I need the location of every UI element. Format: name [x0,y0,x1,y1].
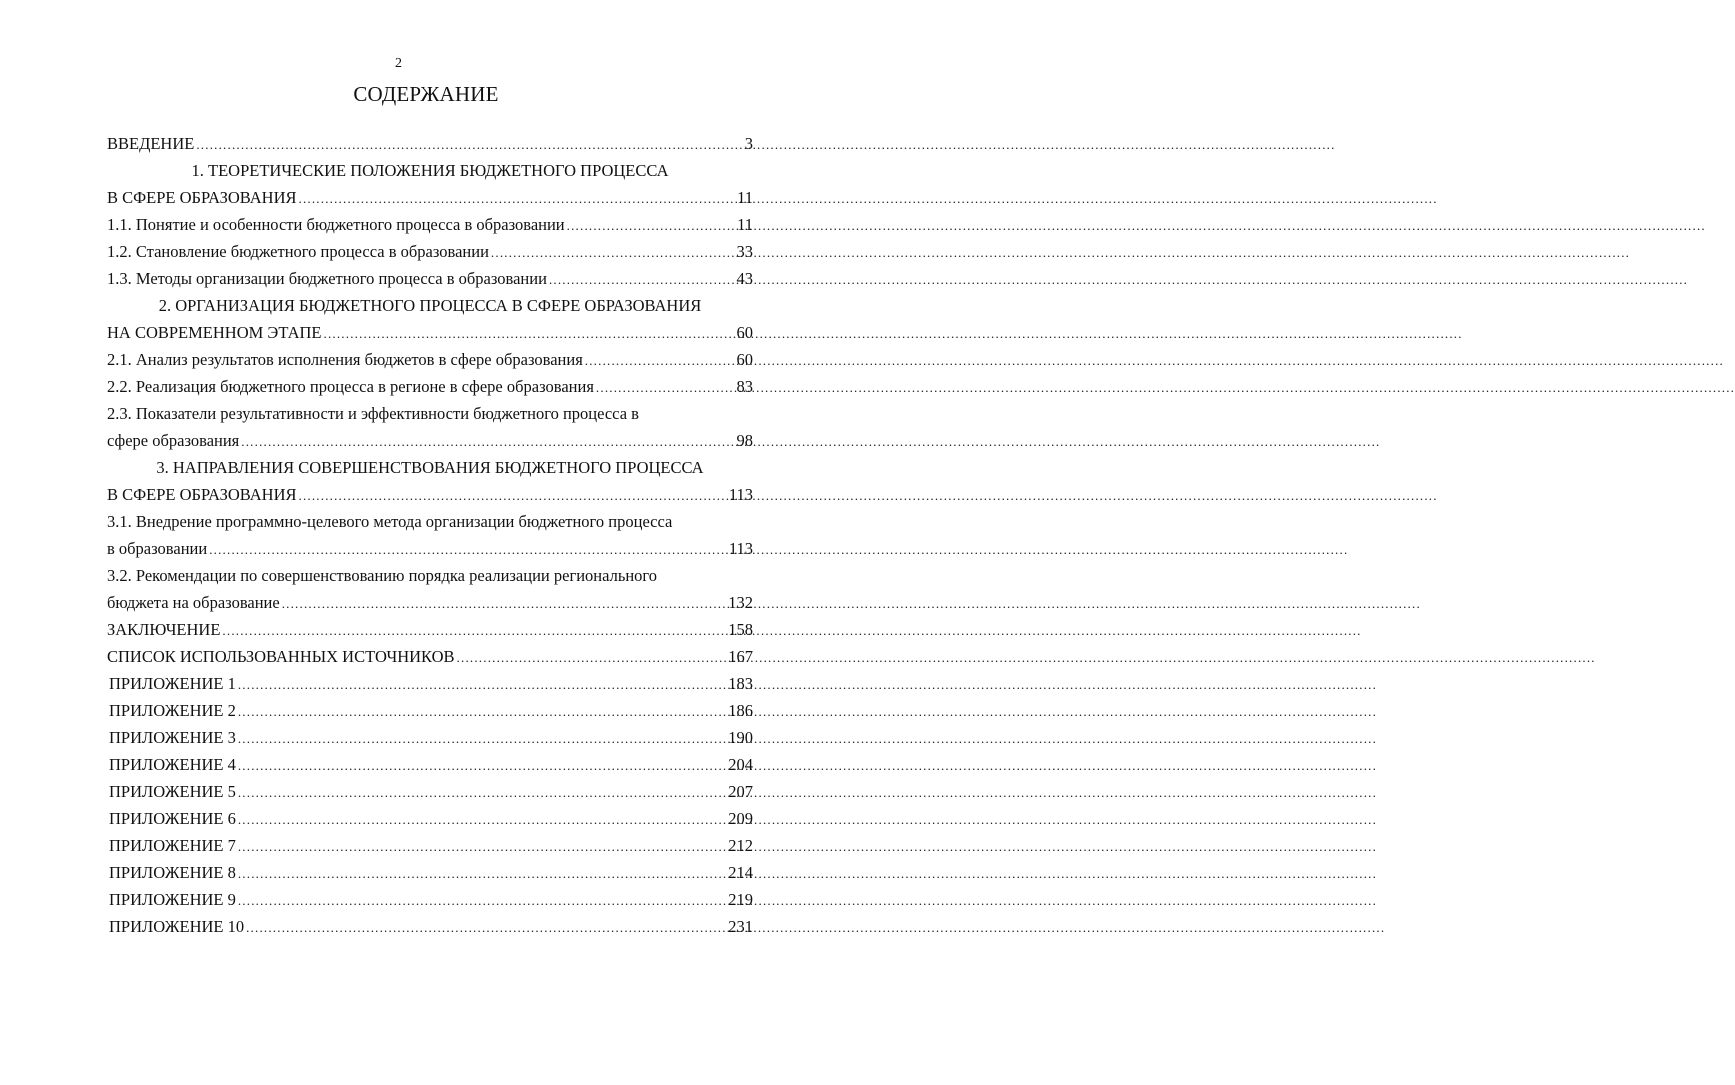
dot-leader [282,590,727,617]
toc-entry-page: 11 [737,215,753,234]
toc-entry-appendix[interactable] [107,697,753,724]
dot-leader [596,374,735,401]
toc-entry-page: 190 [728,728,753,747]
toc-entry-1-2[interactable] [107,238,753,265]
table-of-contents [107,130,753,940]
toc-entry-page: 43 [736,269,753,288]
toc-entry-1-1[interactable] [107,211,753,238]
toc-entry-appendix[interactable] [107,751,753,778]
toc-entry-label: ПРИЛОЖЕНИЕ 2 [109,701,236,720]
toc-entry-1-3[interactable] [107,265,753,292]
toc-entry-label: НА СОВРЕМЕННОМ ЭТАПЕ [107,323,322,342]
dot-leader [549,266,735,293]
toc-entry-page: 83 [736,377,753,396]
toc-entry-intro[interactable] [107,130,753,157]
toc-entry-2-3[interactable] [107,427,753,454]
toc-entry-page: 60 [736,350,753,369]
toc-entry-page: 132 [728,593,753,612]
toc-entry-label: 1.1. Понятие и особенности бюджетного процесса в образовании [107,215,565,234]
toc-chapter-1-title[interactable]: 1. ТЕОРЕТИЧЕСКИЕ ПОЛОЖЕНИЯ БЮДЖЕТНОГО ПРОЦЕССА [191,161,669,180]
toc-entry-page: 3 [744,134,753,153]
dot-leader [238,725,726,752]
toc-entry-label: В СФЕРЕ ОБРАЗОВАНИЯ [107,188,297,207]
toc-entry-page: 231 [728,917,753,936]
dot-leader [238,779,726,806]
dot-leader [324,320,735,347]
toc-entry-page: 113 [728,485,753,504]
toc-entry-appendix[interactable] [107,724,753,751]
toc-entry-label: ВВЕДЕНИЕ [107,134,195,153]
toc-entry-appendix[interactable] [107,832,753,859]
toc-entry-page: 11 [737,188,753,207]
toc-entry-label: ПРИЛОЖЕНИЕ 5 [109,782,236,801]
toc-entry-label: 2.2. Реализация бюджетного процесса в регионе в сфере образования [107,377,594,396]
toc-entry-page: 158 [728,620,753,639]
toc-entry-label: ПРИЛОЖЕНИЕ 1 [109,674,236,693]
toc-entry-appendix[interactable] [107,778,753,805]
toc-entry-label: бюджета на образование [107,593,280,612]
toc-entry-label: ПРИЛОЖЕНИЕ 7 [109,836,236,855]
toc-entry-label: В СФЕРЕ ОБРАЗОВАНИЯ [107,485,297,504]
toc-entry-3-1-line1[interactable]: 3.1. Внедрение программно-целевого метода организации бюджетного процесса [107,512,673,531]
toc-entry-page: 209 [728,809,753,828]
toc-entry-page: 183 [728,674,753,693]
toc-entry-label: ПРИЛОЖЕНИЕ 6 [109,809,236,828]
toc-entry-label: ПРИЛОЖЕНИЕ 3 [109,728,236,747]
dot-leader [238,860,726,887]
toc-entry-2-2[interactable] [107,373,753,400]
toc-entry-appendix[interactable] [107,859,753,886]
toc-entry-chapter-2[interactable] [107,319,753,346]
toc-entry-conclusion[interactable] [107,616,753,643]
dot-leader [238,671,726,698]
toc-entry-chapter-3[interactable] [107,481,753,508]
toc-entry-label: ПРИЛОЖЕНИЕ 4 [109,755,236,774]
toc-entry-appendix[interactable] [107,670,753,697]
dot-leader [567,212,735,239]
dot-leader [299,185,736,212]
toc-chapter-2-title[interactable]: 2. ОРГАНИЗАЦИЯ БЮДЖЕТНОГО ПРОЦЕССА В СФЕРЕ ОБРАЗОВАНИЯ [158,296,702,315]
dot-leader [238,833,726,860]
dot-leader [196,131,742,158]
page-number: 2 [395,56,402,71]
dot-leader [238,752,726,779]
dot-leader [585,347,735,374]
dot-leader [238,698,726,725]
dot-leader [238,806,726,833]
toc-chapter-3-title[interactable]: 3. НАПРАВЛЕНИЯ СОВЕРШЕНСТВОВАНИЯ БЮДЖЕТНОГО ПРОЦЕССА [156,458,704,477]
toc-entry-label: 1.2. Становление бюджетного процесса в образовании [107,242,489,261]
toc-entry-page: 98 [736,431,753,450]
toc-entry-page: 219 [728,890,753,909]
toc-entry-label: 2.1. Анализ результатов исполнения бюджетов в сфере образования [107,350,583,369]
toc-entry-2-3-line1[interactable]: 2.3. Показатели результативности и эффективности бюджетного процесса в [107,404,639,423]
toc-entry-appendix[interactable] [107,886,753,913]
toc-entry-page: 186 [728,701,753,720]
dot-leader [491,239,735,266]
toc-entry-page: 60 [736,323,753,342]
toc-entry-3-2-line1[interactable]: 3.2. Рекомендации по совершенствованию порядка реализации регионального [107,566,658,585]
toc-entry-label: сфере образования [107,431,240,450]
dot-leader [209,536,727,563]
toc-entry-chapter-1[interactable] [107,184,753,211]
dot-leader [238,887,726,914]
toc-entry-appendix[interactable] [107,805,753,832]
toc-entry-label: ПРИЛОЖЕНИЕ 8 [109,863,236,882]
toc-entry-page: 207 [728,782,753,801]
dot-leader [457,644,727,671]
toc-entry-label: 1.3. Методы организации бюджетного процесса в образовании [107,269,547,288]
dot-leader [299,482,727,509]
toc-entry-page: 214 [728,863,753,882]
toc-entry-page: 113 [728,539,753,558]
toc-entry-label: ПРИЛОЖЕНИЕ 10 [109,917,245,936]
toc-entry-label: ПРИЛОЖЕНИЕ 9 [109,890,236,909]
toc-entry-label: ЗАКЛЮЧЕНИЕ [107,620,221,639]
dot-leader [241,428,734,455]
dot-leader [222,617,726,644]
toc-entry-sources[interactable] [107,643,753,670]
toc-entry-label: в образовании [107,539,208,558]
page-title: СОДЕРЖАНИЕ [353,82,499,106]
toc-entry-page: 33 [736,242,753,261]
toc-entry-3-1[interactable] [107,535,753,562]
toc-entry-page: 204 [728,755,753,774]
dot-leader [246,914,726,941]
toc-entry-page: 212 [728,836,753,855]
toc-entry-3-2[interactable] [107,589,753,616]
toc-entry-page: 167 [728,647,753,666]
toc-entry-2-1[interactable] [107,346,753,373]
toc-entry-label: СПИСОК ИСПОЛЬЗОВАННЫХ ИСТОЧНИКОВ [107,647,455,666]
toc-entry-appendix[interactable] [107,913,753,940]
